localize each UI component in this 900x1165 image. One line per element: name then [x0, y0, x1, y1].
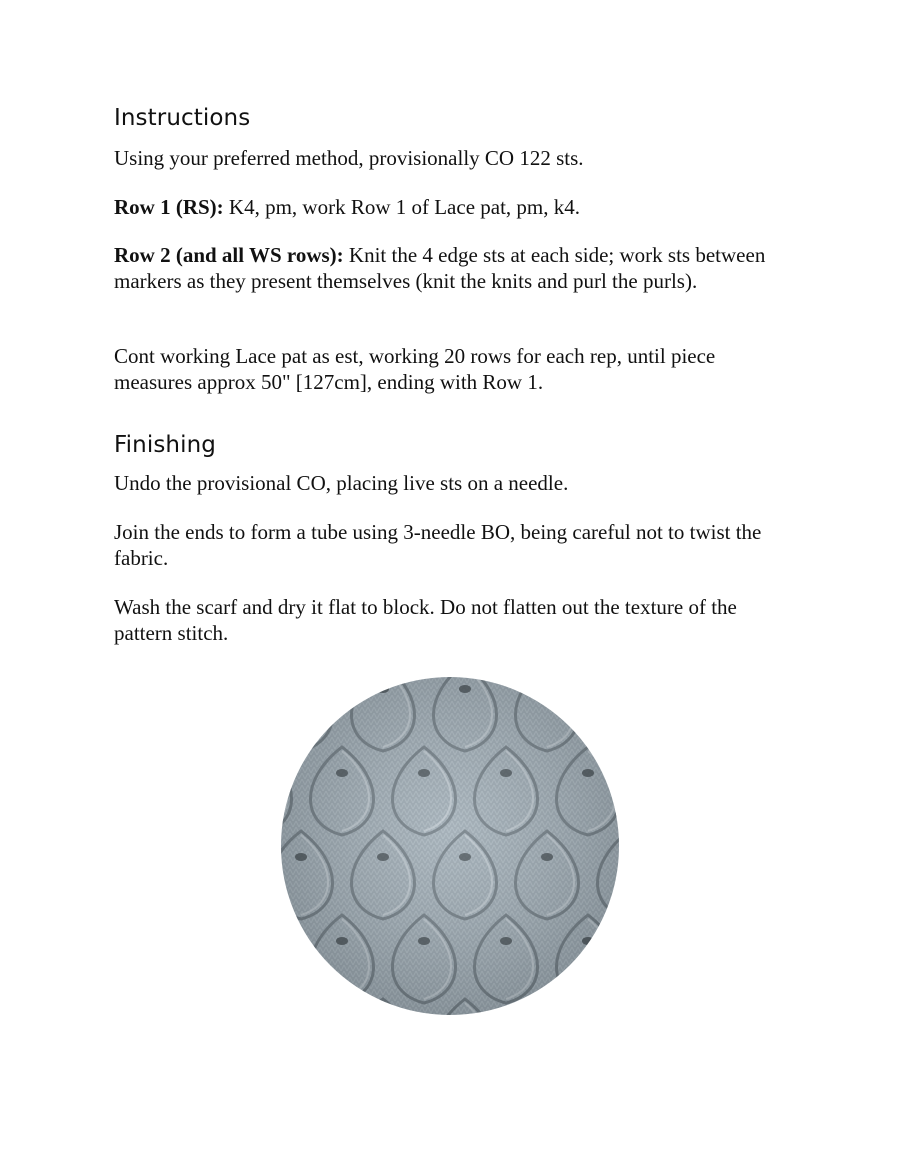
- finishing-paragraph: [114, 519, 794, 571]
- lace-leaf-highlight: [301, 1003, 328, 1015]
- instruction-paragraph: [114, 145, 794, 171]
- instruction-paragraph: [114, 343, 794, 395]
- eyelet-hole: [295, 685, 307, 693]
- instructions-heading: Instructions: [114, 105, 251, 131]
- knit-swatch-icon: [281, 677, 619, 1015]
- paragraph-text: Cont working Lace pat as est, working 20 rows for each rep, until piece measures approx 50" [127cm], ending with Row 1.: [114, 344, 716, 394]
- paragraph-text: K4, pm, work Row 1 of Lace pat, pm, k4.: [223, 195, 581, 219]
- knit-swatch-photo: [281, 677, 619, 1015]
- paragraph-lead: Row 1 (RS):: [114, 195, 224, 219]
- lace-leaf-outline: [281, 999, 333, 1015]
- paragraph-text: Undo the provisional CO, placing live sts on a needle.: [114, 471, 569, 495]
- lace-leaf-highlight: [281, 919, 287, 999]
- lace-leaf-outline: [597, 677, 619, 751]
- finishing-paragraph: [114, 594, 794, 646]
- paragraph-lead: Row 2 (and all WS rows):: [114, 243, 344, 267]
- swatch-shading: [281, 677, 619, 1015]
- paragraph-text: Wash the scarf and dry it flat to block. Do not flatten out the texture of the pattern stitch.: [114, 595, 737, 645]
- lace-leaf-outline: [597, 999, 619, 1015]
- finishing-heading: Finishing: [114, 432, 216, 458]
- paragraph-text: Knit the 4 edge sts at each side; work sts between markers as they present themselves (knit the knits and purl the purls).: [114, 243, 766, 293]
- paragraph-text: Join the ends to form a tube using 3-needle BO, being careful not to twist the fabric.: [114, 520, 762, 570]
- lace-leaf-highlight: [547, 1003, 574, 1015]
- finishing-paragraph: [114, 470, 794, 496]
- eyelet-hole: [541, 685, 553, 693]
- instruction-paragraph: [114, 194, 794, 220]
- lace-leaf-outline: [515, 999, 578, 1015]
- paragraph-text: Using your preferred method, provisionally CO 122 sts.: [114, 146, 584, 170]
- lace-leaf-outline: [281, 915, 292, 1003]
- instruction-paragraph: [114, 242, 794, 294]
